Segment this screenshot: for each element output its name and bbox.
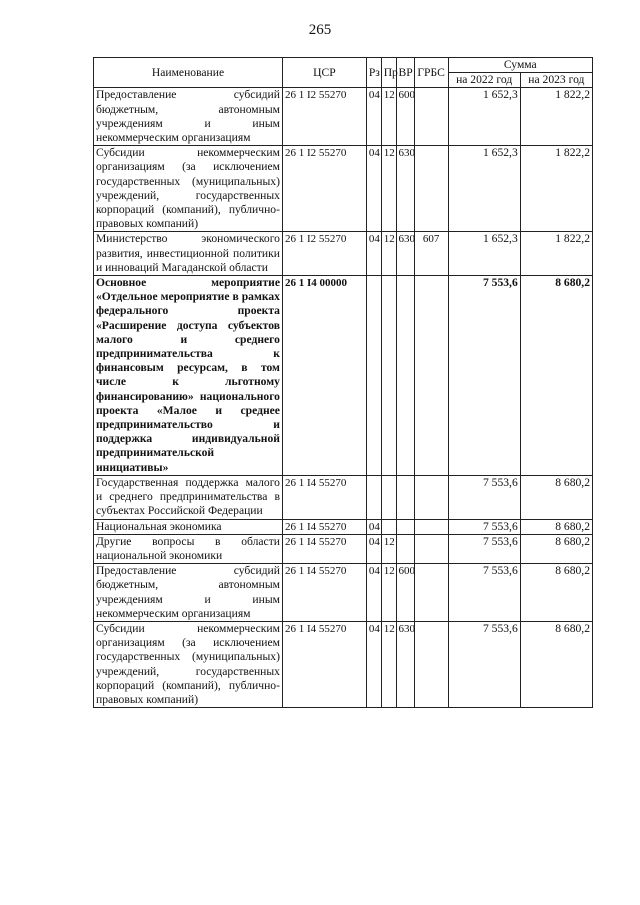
row-grbs: [414, 276, 448, 476]
header-csr: ЦСР: [282, 58, 366, 88]
row-rz: 04: [366, 146, 381, 232]
row-rz: 04: [366, 621, 381, 707]
row-pr: [381, 276, 396, 476]
row-sum-2022: 7 553,6: [448, 519, 520, 534]
table-row: [94, 232, 593, 276]
row-csr: 26 1 I4 00000: [282, 276, 366, 476]
row-name: Министерство экономического развития, инвестиционной политики и инноваций Магаданской области: [94, 232, 283, 276]
row-pr: 12: [381, 621, 396, 707]
row-grbs: [414, 88, 448, 146]
row-grbs: [414, 519, 448, 534]
row-name: Национальная экономика: [94, 519, 283, 534]
row-csr: 26 1 I4 55270: [282, 564, 366, 622]
table-row: [94, 88, 593, 146]
table-row: [94, 519, 593, 534]
row-grbs: 607: [414, 232, 448, 276]
row-csr: 26 1 I4 55270: [282, 519, 366, 534]
row-pr: 12: [381, 88, 396, 146]
row-vr: [396, 534, 414, 563]
row-sum-2022: 7 553,6: [448, 621, 520, 707]
row-sum-2022: 7 553,6: [448, 276, 520, 476]
table-row: [94, 475, 593, 519]
row-sum-2022: 7 553,6: [448, 564, 520, 622]
header-rz: Рз: [366, 58, 381, 88]
row-pr: 12: [381, 564, 396, 622]
row-csr: 26 1 I4 55270: [282, 475, 366, 519]
row-sum-2022: 7 553,6: [448, 475, 520, 519]
row-name: Предоставление субсидий бюджетным, автономным учреждениям и иным некоммерческим организациям: [94, 88, 283, 146]
row-pr: 12: [381, 146, 396, 232]
row-rz: [366, 475, 381, 519]
row-sum-2023: 1 822,2: [520, 146, 592, 232]
row-vr: 600: [396, 564, 414, 622]
row-sum-2023: 8 680,2: [520, 519, 592, 534]
row-grbs: [414, 475, 448, 519]
row-grbs: [414, 534, 448, 563]
row-rz: 04: [366, 564, 381, 622]
row-pr: 12: [381, 534, 396, 563]
header-year-2023: на 2023 год: [520, 73, 592, 88]
row-sum-2023: 1 822,2: [520, 232, 592, 276]
row-csr: 26 1 I4 55270: [282, 534, 366, 563]
row-sum-2022: 7 553,6: [448, 534, 520, 563]
table-row: [94, 621, 593, 707]
table-row: [94, 276, 593, 476]
row-sum-2023: 8 680,2: [520, 475, 592, 519]
row-sum-2023: 8 680,2: [520, 276, 592, 476]
row-name: Основное мероприятие «Отдельное мероприятие в рамках федерального проекта «Расширение доступа субъектов малого и среднего предпринимательства к финансовым ресурсам, в том числе к льготному финансированию» национального проекта «Малое и среднее предпринимательство и поддержка индивидуальной предпринимательской инициативы»: [94, 276, 283, 476]
row-grbs: [414, 621, 448, 707]
row-sum-2023: 8 680,2: [520, 621, 592, 707]
row-vr: 630: [396, 232, 414, 276]
row-name: Государственная поддержка малого и среднего предпринимательства в субъектах Российской Федерации: [94, 475, 283, 519]
row-name: Предоставление субсидий бюджетным, автономным учреждениям и иным некоммерческим организациям: [94, 564, 283, 622]
row-name: Субсидии некоммерческим организациям (за исключением государственных (муниципальных) учреждений, государственных корпораций (компаний), публично-правовых компаний): [94, 621, 283, 707]
table-row: [94, 146, 593, 232]
header-sum: Сумма: [448, 58, 592, 73]
row-name: Другие вопросы в области национальной экономики: [94, 534, 283, 563]
table-row: [94, 534, 593, 563]
row-pr: [381, 475, 396, 519]
row-sum-2022: 1 652,3: [448, 232, 520, 276]
table-row: [94, 564, 593, 622]
row-grbs: [414, 146, 448, 232]
header-year-2022: на 2022 год: [448, 73, 520, 88]
row-vr: 630: [396, 621, 414, 707]
header-grbs: ГРБС: [414, 58, 448, 88]
row-pr: [381, 519, 396, 534]
row-csr: 26 1 I2 55270: [282, 88, 366, 146]
row-rz: [366, 276, 381, 476]
header-pr: Пр: [381, 58, 396, 88]
row-pr: 12: [381, 232, 396, 276]
row-vr: [396, 475, 414, 519]
page-number: 265: [308, 22, 332, 38]
row-name: Субсидии некоммерческим организациям (за исключением государственных (муниципальных) учреждений, государственных корпораций (компаний), публично-правовых компаний): [94, 146, 283, 232]
row-rz: 04: [366, 534, 381, 563]
row-csr: 26 1 I4 55270: [282, 621, 366, 707]
row-vr: [396, 276, 414, 476]
row-rz: 04: [366, 232, 381, 276]
row-vr: 630: [396, 146, 414, 232]
row-csr: 26 1 I2 55270: [282, 232, 366, 276]
header-name: Наименование: [94, 58, 283, 88]
table-body: [94, 88, 593, 708]
row-csr: 26 1 I2 55270: [282, 146, 366, 232]
row-sum-2022: 1 652,3: [448, 88, 520, 146]
header-vr: ВР: [396, 58, 414, 88]
row-vr: 600: [396, 88, 414, 146]
row-sum-2023: 8 680,2: [520, 534, 592, 563]
row-sum-2023: 1 822,2: [520, 88, 592, 146]
row-grbs: [414, 564, 448, 622]
row-rz: 04: [366, 88, 381, 146]
budget-table: [93, 57, 593, 708]
row-sum-2022: 1 652,3: [448, 146, 520, 232]
row-rz: 04: [366, 519, 381, 534]
row-sum-2023: 8 680,2: [520, 564, 592, 622]
row-vr: [396, 519, 414, 534]
